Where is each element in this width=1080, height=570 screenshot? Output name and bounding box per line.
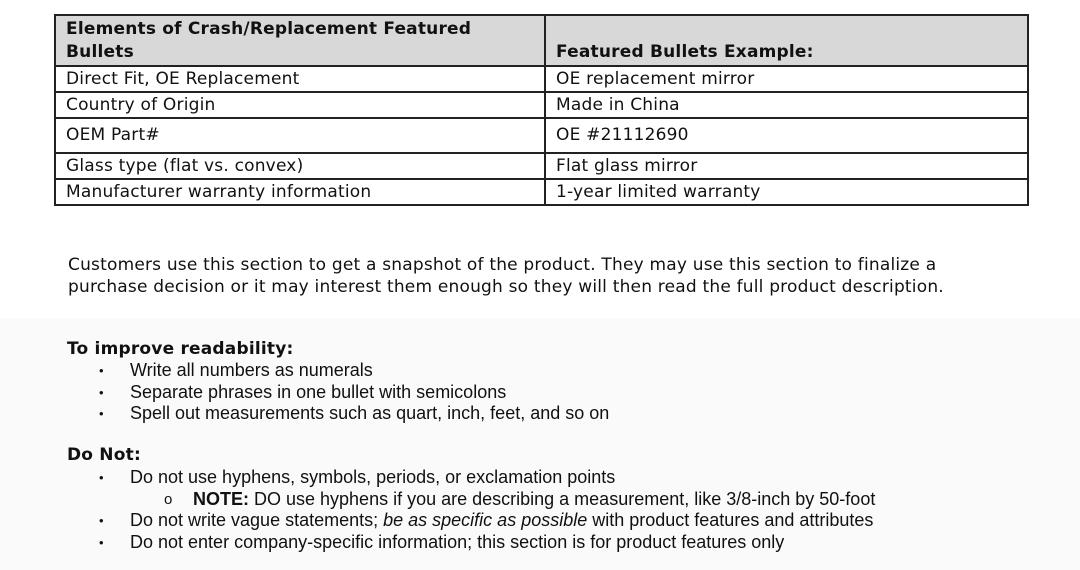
note-text: DO use hyphens if you are describing a measurement, like 3/8-inch by 50-foot [249,488,876,509]
bullet-icon: • [99,363,104,378]
table-cell-element: OEM Part# [55,118,545,153]
table-row [55,153,1028,179]
list-item [0,510,1080,532]
table-row [55,179,1028,205]
list-item [0,532,1080,554]
bullet-icon: • [99,513,104,528]
list-item [0,403,1080,425]
table-row [55,92,1028,118]
bullet-icon: • [99,534,104,550]
list-item-text: Do not enter company-specific information; this section is for product features only [130,531,785,552]
intro-line-1: Customers use this section to get a snapshot of the product. They may use this section to finalize a [68,255,937,275]
bullet-icon: • [99,470,104,485]
table-row [55,66,1028,92]
table-cell-element: Glass type (flat vs. convex) [55,153,545,179]
readability-heading: To improve readability: [67,339,294,359]
list-item-text: Spell out measurements such as quart, inch, feet, and so on [130,403,610,423]
list-item [0,382,1080,404]
list-item-text: Do not use hyphens, symbols, periods, or exclamation points [130,467,616,487]
intro-line-2: purchase decision or it may interest them enough so they will then read the full product description. [68,277,944,297]
list-item-text-emphasis: be as specific as possible [383,510,588,530]
table-cell-example: OE #21112690 [545,118,1028,153]
do-not-list [0,467,1080,553]
do-not-heading: Do Not: [67,445,141,465]
table-header-example: Featured Bullets Example: [545,15,1028,66]
circle-bullet-icon: o [164,490,173,508]
list-item-text: Separate phrases in one bullet with semicolons [130,381,507,402]
table-cell-element: Direct Fit, OE Replacement [55,66,545,92]
bullet-icon: • [99,384,104,400]
table-cell-example: Flat glass mirror [545,153,1028,179]
table-cell-element: Country of Origin [55,92,545,118]
sub-list-item [0,489,1080,511]
readability-list [0,360,1080,425]
note-label: NOTE: [193,488,249,509]
table-cell-example: Made in China [545,92,1028,118]
featured-bullets-table [54,14,1029,206]
intro-paragraph [68,254,1028,298]
table-cell-example: 1-year limited warranty [545,179,1028,205]
table-header-row [55,15,1028,66]
list-item [0,467,1080,489]
list-item-text-start: Do not write vague statements; [130,510,384,530]
list-item [0,360,1080,382]
list-item-text: Write all numbers as numerals [130,360,373,380]
list-item-text-end: with product features and attributes [587,510,874,530]
table-row [55,118,1028,153]
table-cell-example: OE replacement mirror [545,66,1028,92]
table-cell-element: Manufacturer warranty information [55,179,545,205]
bullet-icon: • [99,406,104,421]
table-header-elements: Elements of Crash/Replacement Featured Bullets [55,15,545,66]
